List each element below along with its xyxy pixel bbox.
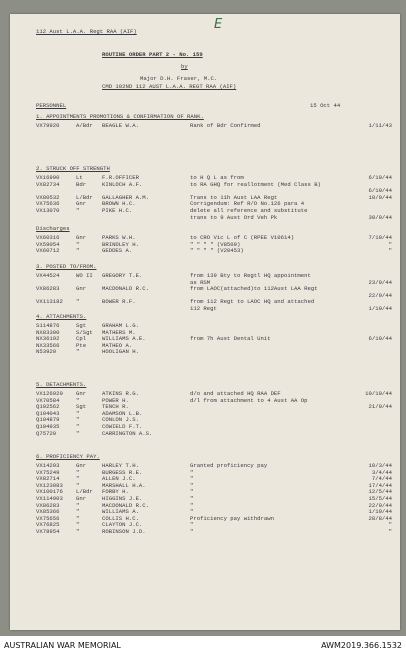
service-number: VX86283 xyxy=(36,285,60,293)
service-number: NX83300 xyxy=(36,328,60,336)
member-name: BURGESS R.E. xyxy=(102,468,143,476)
member-name: WILLIAMS A. xyxy=(102,508,139,516)
member-name: CARRINGTON A.S. xyxy=(102,429,153,437)
rank: " xyxy=(76,409,80,417)
service-number: VX75249 xyxy=(36,468,60,476)
entry-date: 1/10/44 xyxy=(368,305,392,312)
entry-date: 21/9/44 xyxy=(368,403,392,411)
service-number: S114876 xyxy=(36,322,60,329)
rank: " xyxy=(76,416,80,424)
service-number: VX75656 xyxy=(36,514,60,522)
entry-date: 7/4/44 xyxy=(371,475,392,483)
entry-text: d/l from attachment to 4 Aust AA Op xyxy=(190,396,308,404)
member-name: PIKE H.C. xyxy=(102,207,133,214)
member-name: BROWN H.C. xyxy=(102,200,136,208)
rank: " xyxy=(76,475,80,483)
member-name: PARKS W.H. xyxy=(102,234,136,241)
rank: L/Bdr xyxy=(76,488,93,496)
rank: Gnr xyxy=(76,495,87,502)
entry-text: to RA GHQ for reallotment (Med Class B) xyxy=(190,180,321,188)
member-name: ADAMSON L.B. xyxy=(102,409,143,417)
rank: " xyxy=(76,501,80,509)
member-name: GRAHAM L.G. xyxy=(102,322,139,329)
entry-text: " xyxy=(190,508,194,516)
entry-text: " xyxy=(190,481,194,489)
member-name: BRINDLEY H. xyxy=(102,240,139,248)
rank: " xyxy=(76,481,80,489)
rank: L/Bdr xyxy=(76,193,93,201)
footer-bar xyxy=(0,636,406,653)
section-title: 1. APPOINTMENTS PROMOTIONS & CONFIRMATION OF RANK. xyxy=(36,113,204,120)
rank: Sgt xyxy=(76,322,87,329)
member-name: COLLIS H.C. xyxy=(102,514,139,522)
service-number: VX82734 xyxy=(36,180,60,188)
entry-date: 10/10/44 xyxy=(365,390,392,397)
section-title: 6. PROFICIENCY PAY. xyxy=(36,453,100,460)
unit-title: 112 Aust L.A.A. Regt RAA (AIF) xyxy=(36,28,137,35)
service-number: VX126920 xyxy=(36,390,63,397)
member-name: CONLON J.S. xyxy=(102,416,139,424)
rank: Gnr xyxy=(76,462,87,469)
member-name: HIGGINS J.E. xyxy=(102,495,143,502)
entry-text: " xyxy=(190,475,194,483)
personnel-label: PERSONNEL xyxy=(36,102,67,109)
member-name: GREGORY T.E. xyxy=(102,272,143,279)
entry-text: d/o and attached HQ RAA DEF xyxy=(190,390,281,397)
service-number: VX75636 xyxy=(36,200,60,208)
entry-date: 1/10/44 xyxy=(368,508,392,516)
member-name: HOOLIGAN H. xyxy=(102,348,139,356)
entry-text: " xyxy=(190,528,194,535)
member-name: FORBY H. xyxy=(102,488,129,496)
entry-text: from 139 Bty to Regtl HQ appointment xyxy=(190,272,311,279)
by-line: by xyxy=(181,63,188,70)
entry-text: Rank of Bdr Confirmed xyxy=(190,122,261,129)
entry-date: 23/9/44 xyxy=(368,278,392,286)
member-name: GEDDES A. xyxy=(102,247,133,255)
member-name: ATKINS R.G. xyxy=(102,390,139,397)
entry-text: " xyxy=(190,488,194,496)
service-number: VX123083 xyxy=(36,481,63,489)
entry-text: " xyxy=(190,521,194,529)
rank: Gnr xyxy=(76,200,87,208)
entry-text: " xyxy=(190,468,194,476)
member-name: MACDONALD R.C. xyxy=(102,285,149,293)
entry-text: delete all reference and substitute xyxy=(190,207,308,214)
entry-text: Corrigendum: Ref R/O No.126 para 4 xyxy=(190,200,305,208)
rank: " xyxy=(76,423,80,430)
service-number: NX36192 xyxy=(36,335,60,343)
section-title: 5. DETACHMENTS. xyxy=(36,381,87,388)
service-number: VX76825 xyxy=(36,521,60,529)
rank: Cpl xyxy=(76,335,87,343)
commander-role: CMD 102ND 112 AUST L.A.A. REGT RAA (AIF) xyxy=(102,83,237,90)
entry-text: " xyxy=(190,495,194,502)
service-number: VX82714 xyxy=(36,475,60,483)
member-name: BOWER R.F. xyxy=(102,298,136,306)
member-name: MATHERS M. xyxy=(102,328,136,336)
service-number: VX78954 xyxy=(36,528,60,535)
entry-text: " " " " (V8509) xyxy=(190,240,241,248)
section-title: 4. ATTACHMENTS. xyxy=(36,313,87,320)
rank: " xyxy=(76,240,80,248)
section-title: 2. STRUCK OFF STRENGTH xyxy=(36,165,110,172)
entry-text: " xyxy=(190,501,194,509)
entry-text: to CRO Vic L of C (RPEE V10614) xyxy=(190,234,295,241)
service-number: VX13070 xyxy=(36,207,60,214)
member-name: BEAGLE W.A. xyxy=(102,122,139,129)
entry-text: 112 Regt xyxy=(190,305,217,312)
rank: " xyxy=(76,396,80,404)
entry-date: 7/10/44 xyxy=(368,234,392,241)
member-name: TENCH R. xyxy=(102,403,129,411)
rank: WO II xyxy=(76,272,93,279)
rank: " xyxy=(76,207,80,214)
rank: " xyxy=(76,528,80,535)
entry-date: 3/4/44 xyxy=(371,468,392,476)
entry-date: 15/5/44 xyxy=(368,495,392,502)
handwritten-mark: E xyxy=(214,17,223,32)
document-page xyxy=(10,14,400,630)
rank: S/Sgt xyxy=(76,328,93,336)
entry-date: 30/9/44 xyxy=(368,213,392,221)
section-title: 3. POSTED TO/FROM. xyxy=(36,263,97,270)
rank: Lt xyxy=(76,174,83,181)
entry-text: to H Q L as from xyxy=(190,174,244,181)
entry-date: 10/9/44 xyxy=(368,193,392,201)
member-name: COWIELD F.T. xyxy=(102,423,143,430)
service-number: N53920 xyxy=(36,348,57,356)
service-number: VX85366 xyxy=(36,508,60,516)
service-number: NX33566 xyxy=(36,341,60,349)
entry-text: from LAOC(attached)to 112Aust LAA Regt xyxy=(190,285,318,293)
rank: Gnr xyxy=(76,390,87,397)
footer-accession: AWM2019.366.1532 xyxy=(321,641,402,650)
entry-text: from 112 Regt to LAOC HQ and attached xyxy=(190,298,315,306)
service-number: VX70584 xyxy=(36,396,60,404)
entry-date: " xyxy=(388,247,392,255)
sections-container xyxy=(10,14,400,630)
member-name: MACDONALD R.C. xyxy=(102,501,149,509)
entry-date: 10/3/44 xyxy=(368,462,392,469)
entry-text: from 7h Aust Dental Unit xyxy=(190,335,271,343)
rank: Sgt xyxy=(76,403,87,411)
service-number: VX44524 xyxy=(36,272,60,279)
entry-date: 17/4/44 xyxy=(368,481,392,489)
order-date: 15 Oct 44 xyxy=(310,102,341,109)
rank: " xyxy=(76,521,80,529)
entry-text: Granted proficiency pay xyxy=(190,462,268,469)
service-number: VX59054 xyxy=(36,240,60,248)
rank: " xyxy=(76,508,80,516)
entry-text: " " " " (V20453) xyxy=(190,247,244,255)
service-number: VX113182 xyxy=(36,298,63,306)
entry-date: 6/10/44 xyxy=(368,335,392,343)
rank: " xyxy=(76,429,80,437)
member-name: ALLEN J.C. xyxy=(102,475,136,483)
entry-date: " xyxy=(388,240,392,248)
service-number: VX80532 xyxy=(36,193,60,201)
rank: " xyxy=(76,247,80,255)
member-name: HARLEY T.H. xyxy=(102,462,139,469)
service-number: Q102562 xyxy=(36,403,60,411)
service-number: VX60712 xyxy=(36,247,60,255)
service-number: Q104043 xyxy=(36,409,60,417)
member-name: CLAYTON J.C. xyxy=(102,521,143,529)
commander-name: Major D.H. Fraser, M.C. xyxy=(140,75,218,82)
service-number: VX114903 xyxy=(36,495,63,502)
entry-text: Proficiency pay withdrawn xyxy=(190,514,274,522)
entry-date: " xyxy=(388,521,392,529)
member-name: MATHEO A. xyxy=(102,341,133,349)
entry-text: Trans to 11h Aust LAA Regt xyxy=(190,193,278,201)
rank: Gnr xyxy=(76,285,87,293)
service-number: VX86283 xyxy=(36,501,60,509)
rank: Pte xyxy=(76,341,87,349)
service-number: VX79920 xyxy=(36,122,60,129)
service-number: Q75720 xyxy=(36,429,57,437)
entry-date: 22/9/44 xyxy=(368,291,392,299)
entry-date: 1/11/43 xyxy=(368,122,392,129)
member-name: F.R.OFFICER xyxy=(102,174,139,181)
entry-text: as RSM xyxy=(190,278,211,286)
service-number: VX16990 xyxy=(36,174,60,181)
member-name: WILLIAMS A.E. xyxy=(102,335,146,343)
service-number: VX14293 xyxy=(36,462,60,469)
entry-date: 28/8/44 xyxy=(368,514,392,522)
entry-date: 22/9/44 xyxy=(368,501,392,509)
order-title: ROUTINE ORDER PART 2 - No. 159 xyxy=(102,51,203,58)
member-name: MARSHALL H.A. xyxy=(102,481,146,489)
service-number: Q104935 xyxy=(36,423,60,430)
entry-date: 6/10/44 xyxy=(368,187,392,195)
rank: Gnr xyxy=(76,234,87,241)
member-name: GALLAGHER A.M. xyxy=(102,193,149,201)
rank: " xyxy=(76,298,80,306)
entry-date: " xyxy=(388,528,392,535)
member-name: ROBINSON J.D. xyxy=(102,528,146,535)
rank: A/Bdr xyxy=(76,122,93,129)
rank: " xyxy=(76,468,80,476)
service-number: Q104879 xyxy=(36,416,60,424)
rank: Bdr xyxy=(76,180,87,188)
member-name: POWER H. xyxy=(102,396,129,404)
rank: " xyxy=(76,514,80,522)
section-title: Discharges xyxy=(36,225,70,232)
member-name: KINLOCH A.F. xyxy=(102,180,143,188)
entry-date: 6/10/44 xyxy=(368,174,392,181)
service-number: VX100176 xyxy=(36,488,63,496)
footer-source: AUSTRALIAN WAR MEMORIAL xyxy=(4,641,121,650)
entry-date: 12/5/44 xyxy=(368,488,392,496)
service-number: VX60316 xyxy=(36,234,60,241)
entry-text: trans to 9 Aust Ord Veh Pk xyxy=(190,213,278,221)
rank: " xyxy=(76,348,80,356)
